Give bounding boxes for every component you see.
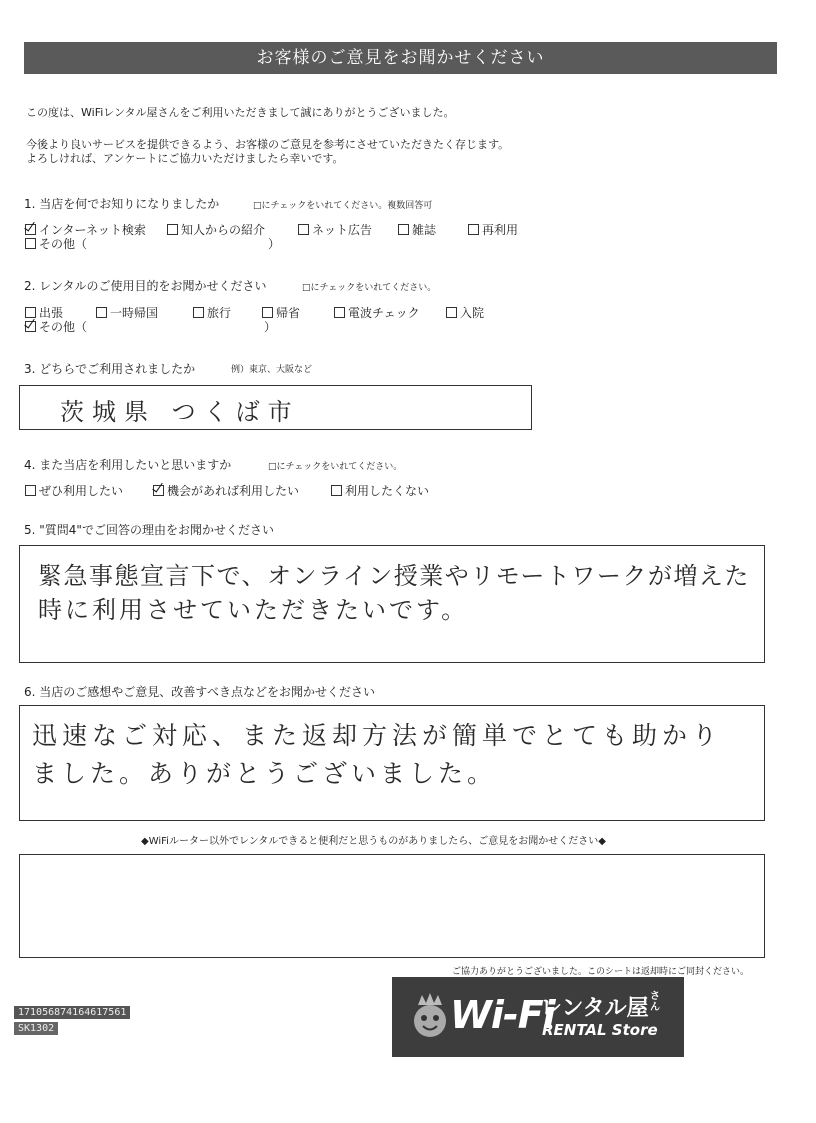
sheet-code: 171056874164617561	[14, 1006, 130, 1019]
checkbox[interactable]	[446, 307, 457, 318]
intro-line-1: この度は、WiFiレンタル屋さんをご利用いただきまして誠にありがとうございました。	[26, 106, 455, 119]
q2-option-travel[interactable]	[193, 304, 231, 321]
q3-answer-box[interactable]	[19, 385, 532, 430]
question-2-note: □にチェックをいれてください。	[302, 283, 437, 293]
q1-option-reuse[interactable]	[468, 221, 518, 238]
q2-option-signal-check[interactable]	[334, 304, 420, 321]
footer-thanks: ご協力ありがとうございました。このシートは返却時にご同封ください。	[452, 967, 750, 977]
q4-option-no[interactable]	[331, 482, 429, 499]
option-label: 利用したくない	[345, 484, 430, 498]
intro-line-3: よろしければ、アンケートにご協力いただけましたら幸いです。	[26, 152, 344, 165]
q2-option-hospital[interactable]	[446, 304, 484, 321]
option-label: インターネット検索	[39, 223, 146, 237]
question-3-note: 例）東京、大阪など	[231, 365, 313, 375]
intro-line-2: 今後より良いサービスを提供できるよう、お客様のご意見を参考にさせていただきたく存じます。	[26, 138, 510, 151]
q5-answer-box[interactable]	[19, 545, 765, 663]
checkbox-checked[interactable]	[153, 485, 164, 496]
wifi-rental-logo	[392, 977, 684, 1057]
q2-option-temp-return[interactable]	[96, 304, 158, 321]
option-label: 機会があれば利用したい	[167, 484, 300, 498]
checkbox[interactable]	[468, 224, 479, 235]
option-label: その他（	[39, 320, 88, 334]
checkbox[interactable]	[331, 485, 342, 496]
q2-other-close: ）	[264, 320, 277, 334]
option-label: 入院	[460, 306, 485, 320]
option-label: ネット広告	[312, 223, 373, 237]
checkbox[interactable]	[193, 307, 204, 318]
question-5-title: 5. "質問4"でご回答の理由をお聞かせください	[24, 523, 274, 537]
option-label: 出張	[39, 306, 64, 320]
option-label: 雑誌	[412, 223, 437, 237]
question-4-note: □にチェックをいれてください。	[268, 462, 403, 472]
option-label: ぜひ利用したい	[39, 484, 124, 498]
q5-answer-line-1: 緊急事態宣言下で、オンライン授業やリモートワークが増えた	[38, 562, 750, 590]
q1-option-referral[interactable]	[167, 221, 265, 238]
option-label: 一時帰国	[110, 306, 159, 320]
page-title: お客様のご意見をお聞かせください	[24, 42, 777, 74]
q1-option-other[interactable]	[25, 235, 87, 252]
checkbox-checked[interactable]	[25, 321, 36, 332]
logo-jp: レンタル屋	[540, 996, 649, 1021]
q6-answer-line-1: 迅速なご対応、また返却方法が簡単でとても助かり	[32, 721, 723, 750]
q6-answer-line-2: ました。ありがとうございました。	[32, 759, 497, 788]
option-label: 帰省	[276, 306, 301, 320]
checkbox[interactable]	[398, 224, 409, 235]
mascot-icon	[410, 991, 450, 1043]
question-4-title: 4. また当店を利用したいと思いますか	[24, 458, 232, 472]
question-3-title: 3. どちらでご利用されましたか	[24, 362, 196, 376]
checkbox[interactable]	[262, 307, 273, 318]
option-label: その他（	[39, 237, 88, 251]
q3-answer: 茨城県 つくば市	[60, 398, 300, 426]
q1-other-close: ）	[268, 237, 281, 251]
logo-en: RENTAL Store	[542, 1021, 658, 1039]
question-6-title: 6. 当店のご感想やご意見、改善すべき点などをお聞かせください	[24, 685, 376, 699]
question-7-title: ◆WiFiルーター以外でレンタルできると便利だと思うものがありましたら、ご意見をお聞かせください◆	[141, 836, 606, 847]
logo-san: さん	[650, 991, 660, 1013]
option-label: 旅行	[207, 306, 232, 320]
checkbox[interactable]	[298, 224, 309, 235]
q4-option-if-chance[interactable]	[153, 482, 299, 499]
q6-answer-box[interactable]	[19, 705, 765, 821]
option-label: 知人からの紹介	[181, 223, 266, 237]
question-1-title: 1. 当店を何でお知りになりましたか	[24, 197, 220, 211]
question-1-note: □にチェックをいれてください。複数回答可	[253, 201, 433, 211]
checkbox[interactable]	[167, 224, 178, 235]
question-2-title: 2. レンタルのご使用目的をお聞かせください	[24, 279, 267, 293]
logo-wifi: Wi-Fi	[450, 993, 555, 1037]
q1-option-net-ad[interactable]	[298, 221, 372, 238]
checkbox[interactable]	[25, 238, 36, 249]
checkbox[interactable]	[334, 307, 345, 318]
q2-option-other[interactable]	[25, 318, 87, 335]
q7-answer-box[interactable]	[19, 854, 765, 958]
option-label: 電波チェック	[348, 306, 420, 320]
q4-option-definitely[interactable]	[25, 482, 123, 499]
option-label: 再利用	[482, 223, 519, 237]
q5-answer-line-2: 時に利用させていただきたいです。	[38, 596, 469, 624]
checkbox[interactable]	[25, 485, 36, 496]
q1-option-magazine[interactable]	[398, 221, 436, 238]
checkbox-checked[interactable]	[25, 224, 36, 235]
shop-code: SK1302	[14, 1022, 58, 1035]
checkbox[interactable]	[96, 307, 107, 318]
